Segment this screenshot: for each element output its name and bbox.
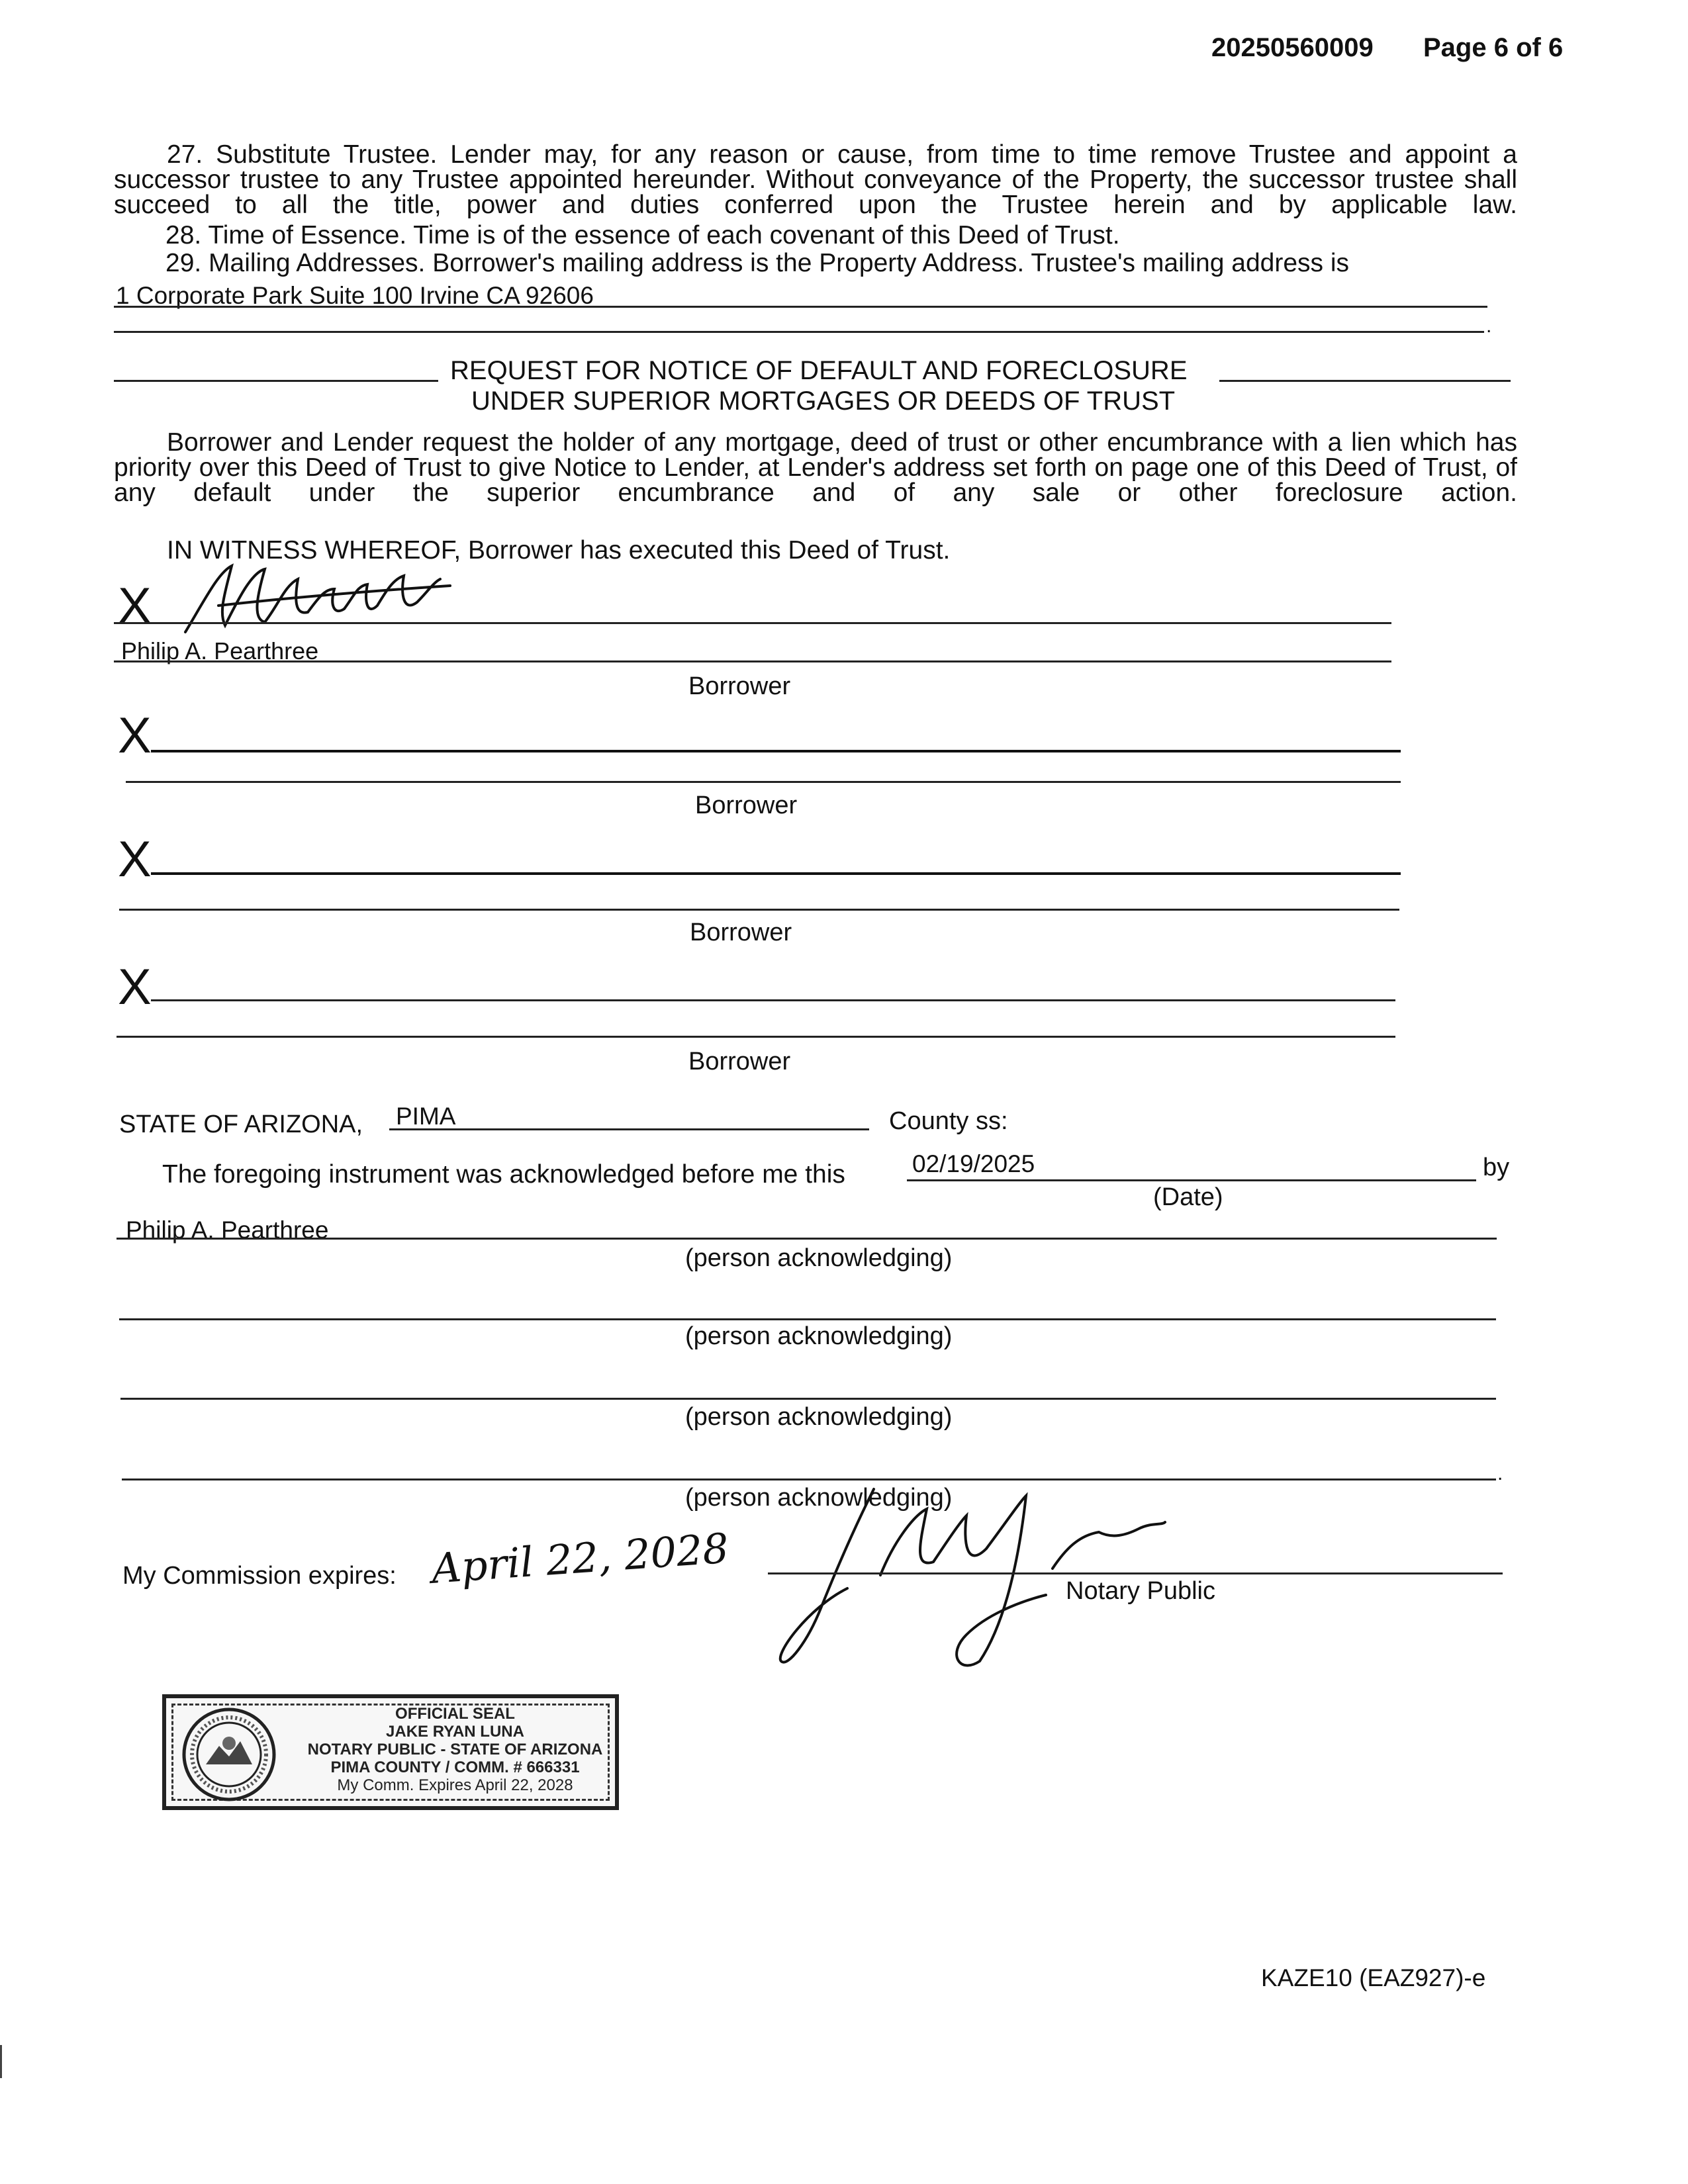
seal-text-block [302,1705,608,1794]
date-caption: (Date) [1153,1183,1223,1211]
signature-x-mark-3: X [118,831,152,887]
title-rule-right [1219,380,1511,382]
person4-caption: (person acknowledging) [685,1484,953,1512]
page-indicator: Page 6 of 6 [1423,33,1564,62]
section-29-text: 29. Mailing Addresses. Borrower's mailing address is the Property Address. Trustee's mailing address is [165,249,1350,277]
scan-edge-mark [0,2045,2,2078]
person1-line [117,1238,1497,1240]
county-value: PIMA [396,1103,456,1130]
state-label: STATE OF ARIZONA, [119,1111,363,1138]
address-line-1 [114,306,1487,308]
borrower1-signature-line [114,622,1391,624]
person4-period: . [1497,1463,1503,1484]
seal-line-5: My Comm. Expires April 22, 2028 [337,1776,573,1794]
request-body: Borrower and Lender request the holder of any mortgage, deed of trust or other encumbrance with a lien which has priority over this Deed of Trust to give Notice to Lender, at Lender's address set forth on page one of this Deed of Trust, of any default under the superior encumbrance and of any sale or other foreclosure action. [114,428,1517,507]
seal-line-2: JAKE RYAN LUNA [386,1723,524,1741]
official-notary-seal [162,1694,619,1810]
borrower2-label: Borrower [695,792,798,819]
commission-label: My Commission expires: [122,1562,397,1590]
seal-line-3: NOTARY PUBLIC - STATE OF ARIZONA [307,1741,603,1758]
commission-expiry-handwritten: April 22, 2028 [430,1524,731,1593]
notary-signature-image [768,1476,1178,1674]
date-line [907,1179,1476,1181]
person3-caption: (person acknowledging) [685,1403,953,1431]
person1-caption: (person acknowledging) [685,1244,953,1272]
county-line [389,1128,869,1130]
borrower1-label: Borrower [688,672,791,700]
signature-x-mark-4: X [118,959,152,1015]
borrower3-name-line [119,909,1399,911]
borrower4-name-line [117,1036,1395,1038]
address-line-2 [114,331,1484,333]
request-title-line2: UNDER SUPERIOR MORTGAGES OR DEEDS OF TRUST [471,387,1176,416]
borrower1-printed-name: Philip A. Pearthree [121,637,319,664]
county-label: County ss: [889,1107,1008,1135]
signature-x-mark-1: X [118,578,152,634]
borrower1-name-line [114,660,1391,662]
request-title-line1: REQUEST FOR NOTICE OF DEFAULT AND FORECLOSURE [450,356,1188,385]
borrower4-label: Borrower [688,1048,791,1075]
borrower4-signature-line [151,999,1395,1001]
borrower2-signature-line [151,750,1401,752]
borrower3-label: Borrower [690,919,792,946]
signature-x-mark-2: X [118,707,152,764]
person-acknowledging-1-name: Philip A. Pearthree [126,1216,329,1244]
by-label: by [1483,1154,1510,1181]
borrower-signature-image [179,559,457,639]
person2-caption: (person acknowledging) [685,1322,953,1350]
section-27-text: 27. Substitute Trustee. Lender may, for any reason or cause, from time to time remove Trustee and appoint a successor trustee to any Trustee appointed hereunder. Without conveyance of the Property, the successor trustee shall succeed to all the title, power and duties conferred upon the Trustee herein and by applicable law. [114,140,1517,219]
section-28-text: 28. Time of Essence. Time is of the essence of each covenant of this Deed of Trust. [165,221,1120,250]
notary-public-label: Notary Public [1066,1577,1215,1605]
notary-signature-line [768,1572,1503,1574]
person2-line [119,1318,1496,1320]
trustee-address: 1 Corporate Park Suite 100 Irvine CA 92606 [116,282,594,309]
title-rule-left [114,380,438,382]
seal-line-4: PIMA COUNTY / COMM. # 666331 [330,1758,580,1776]
arizona-state-seal-icon [179,1705,279,1804]
witness-statement: IN WITNESS WHEREOF, Borrower has executed this Deed of Trust. [167,536,951,565]
document-number: 20250560009 [1211,33,1374,62]
address-period: . [1486,315,1492,337]
form-code: KAZE10 (EAZ927)-e [1261,1964,1486,1991]
borrower3-signature-line [151,872,1401,875]
seal-line-1: OFFICIAL SEAL [395,1705,515,1723]
borrower2-name-line [126,781,1401,783]
person3-line [120,1398,1496,1400]
acknowledged-text: The foregoing instrument was acknowledged before me this [162,1160,845,1189]
acknowledgment-date: 02/19/2025 [912,1150,1035,1177]
